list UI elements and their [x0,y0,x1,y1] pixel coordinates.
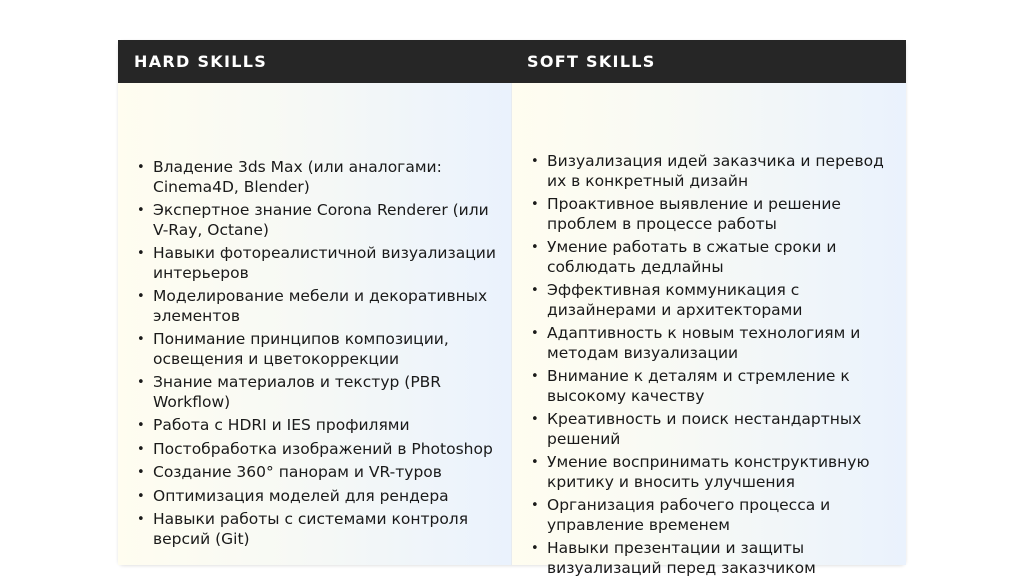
skill-text: Умение воспринимать конструктивную критику и вносить улучшения [547,453,870,491]
skill-item [118,416,511,436]
skill-text: Навыки презентации и защиты визуализаций перед заказчиком [547,539,816,577]
skill-item [118,158,511,197]
bullet-icon: • [531,412,539,427]
bullet-icon: • [137,289,145,304]
skill-item [118,330,511,369]
skill-text: Навыки работы с системами контроля версий (Git) [153,510,469,548]
skill-text: Адаптивность к новым технологиям и методам визуализации [547,324,861,362]
bullet-icon: • [531,240,539,255]
table-header [118,40,906,83]
skill-item [512,410,906,449]
skill-text: Креативность и поиск нестандартных решений [547,410,862,448]
bullet-icon: • [531,283,539,298]
skill-item [118,287,511,326]
bullet-icon: • [531,326,539,341]
skill-item [512,195,906,234]
skill-item [512,539,906,578]
skill-text: Оптимизация моделей для рендера [153,486,449,505]
skill-item [512,281,906,320]
soft-skills-header: SOFT SKILLS [527,52,656,71]
skill-item [118,487,511,507]
skill-text: Внимание к деталям и стремление к высокому качеству [547,367,850,405]
bullet-icon: • [137,246,145,261]
bullet-icon: • [531,369,539,384]
bullet-icon: • [137,375,145,390]
skills-table [118,40,906,577]
soft-skills-column [512,83,906,577]
bullet-icon: • [531,498,539,513]
skill-text: Экспертное знание Corona Renderer (или V-Ray, Octane) [153,201,489,239]
skill-text: Эффективная коммуникация с дизайнерами и архитекторами [547,281,803,319]
bullet-icon: • [137,441,145,457]
bullet-icon: • [137,465,145,480]
skill-item [512,367,906,406]
skill-item [512,238,906,277]
skill-text: Моделирование мебели и декоративных элементов [153,287,488,325]
skill-item [512,324,906,363]
skill-item [512,152,906,191]
skill-item [118,463,511,483]
bullet-icon: • [531,455,539,470]
skill-item [512,496,906,535]
skill-item [118,244,511,283]
soft-skills-list [512,83,906,578]
bullet-icon: • [137,203,145,218]
hard-skills-header: HARD SKILLS [134,52,268,71]
skill-text: Навыки фотореалистичной визуализации интерьеров [153,244,496,282]
skill-text: Создание 360° панорам и VR-туров [153,463,442,481]
bullet-icon: • [531,154,539,169]
skill-item [118,201,511,240]
skill-text: Визуализация идей заказчика и перевод их в конкретный дизайн [547,152,884,190]
bullet-icon: • [531,197,539,212]
skill-text: Постобработка изображений в Photoshop [153,439,493,458]
bullet-icon: • [137,418,145,433]
skill-text: Умение работать в сжатые сроки и соблюдать дедлайны [547,238,837,276]
skill-text: Работа с HDRI и IES профилями [153,416,410,434]
skill-text: Организация рабочего процесса и управление временем [547,496,831,534]
skill-text: Знание материалов и текстур (PBR Workflow) [153,373,442,411]
bullet-icon: • [137,160,145,175]
hard-skills-column [118,83,512,565]
skill-text: Владение 3ds Max (или аналогами: Cinema4D, Blender) [153,158,442,196]
skill-item [118,373,511,412]
skill-text: Проактивное выявление и решение проблем в процессе работы [547,195,841,233]
bullet-icon: • [137,512,145,527]
hard-skills-list [118,83,511,549]
skill-item [118,510,511,549]
skill-text: Понимание принципов композиции, освещения и цветокоррекции [153,330,449,368]
bullet-icon: • [137,488,145,504]
bullet-icon: • [137,332,145,347]
skill-item [512,453,906,492]
table-body [118,83,906,577]
bullet-icon: • [531,541,539,556]
skill-item [118,440,511,460]
